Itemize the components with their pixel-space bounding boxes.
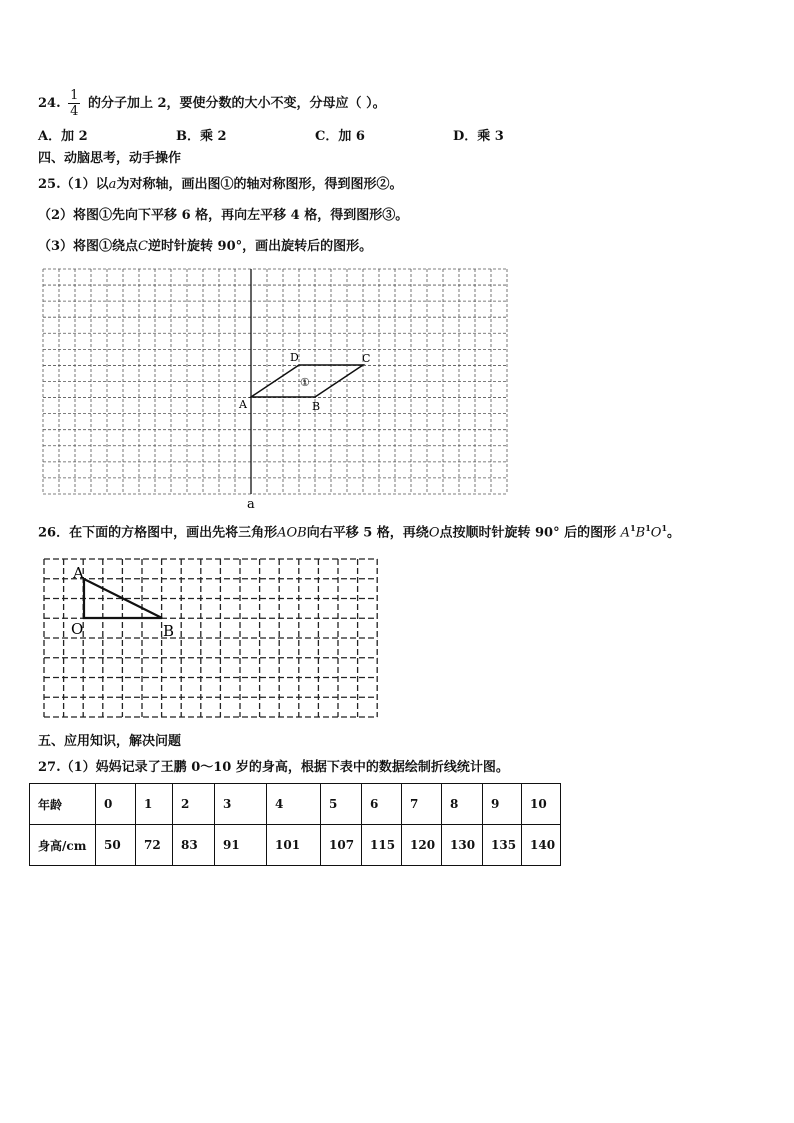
height-cell: 50 xyxy=(96,825,136,866)
age-cell: 3 xyxy=(215,784,267,825)
q26-label-o: O xyxy=(71,620,84,638)
age-cell: 7 xyxy=(402,784,442,825)
q26-var-aob: AOB xyxy=(277,525,307,541)
height-cell: 120 xyxy=(402,825,442,866)
q26-text-pre: 26．在下面的方格图中，画出先将三角形 xyxy=(38,525,278,541)
q26-triangle xyxy=(84,579,162,618)
q25-part2: （2）将图①先向下平移 6 格，再向左平移 4 格，得到图形③。 xyxy=(38,208,409,223)
q25-part1-pre: 25.（1）以 xyxy=(38,177,109,192)
age-cell: 6 xyxy=(362,784,402,825)
q25-axis-var: a xyxy=(108,177,117,192)
q24-option-d[interactable]: D．乘 3 xyxy=(453,129,504,144)
q25-part3-post: 逆时针旋转 90°，画出旋转后的图形。 xyxy=(148,239,373,254)
age-cell: 0 xyxy=(96,784,136,825)
q26-text-mid1: 向右平移 5 格，再绕 xyxy=(306,525,429,541)
q26-text-mid2: 点按顺时针旋转 90° 后的图形 xyxy=(439,525,617,541)
height-cell: 83 xyxy=(173,825,215,866)
q26-sup-a: 1 xyxy=(630,523,636,533)
q24-option-b[interactable]: B．乘 2 xyxy=(176,129,227,144)
height-cell: 135 xyxy=(483,825,522,866)
q24-frac-den: 4 xyxy=(70,104,79,119)
height-cell: 140 xyxy=(522,825,561,866)
q24-option-c[interactable]: C．加 6 xyxy=(315,129,365,144)
q26-label-b: B xyxy=(163,622,175,640)
height-cell: 115 xyxy=(362,825,402,866)
q24-text: 的分子加上 2，要使分数的大小不变，分母应（ ）。 xyxy=(87,96,386,111)
q26-result-o: O xyxy=(650,525,662,541)
age-row-label: 年龄 xyxy=(30,784,96,825)
height-cell: 72 xyxy=(136,825,173,866)
q26-result-a: A xyxy=(620,525,631,541)
q25-label-d: D xyxy=(290,351,299,364)
age-cell: 8 xyxy=(442,784,483,825)
q26-sup-b: 1 xyxy=(645,523,651,533)
height-cell: 91 xyxy=(215,825,267,866)
q25-label-a: A xyxy=(239,398,247,411)
q25-axis-label: a xyxy=(247,497,255,512)
table-row xyxy=(30,825,561,866)
height-cell: 130 xyxy=(442,825,483,866)
age-cell: 1 xyxy=(136,784,173,825)
age-cell: 5 xyxy=(321,784,362,825)
age-cell: 2 xyxy=(173,784,215,825)
age-cell: 9 xyxy=(483,784,522,825)
section5-heading: 五、应用知识，解决问题 xyxy=(38,734,182,749)
q26-end: 。 xyxy=(667,525,681,541)
q26-var-o: O xyxy=(428,525,440,541)
age-cell: 10 xyxy=(522,784,561,825)
table-row xyxy=(30,784,561,825)
q25-label-b: B xyxy=(312,400,321,413)
section4-heading: 四、动脑思考，动手操作 xyxy=(38,151,182,166)
height-row-label: 身高/cm xyxy=(30,825,96,866)
q24-option-a[interactable]: A．加 2 xyxy=(38,129,88,144)
q27-height-table xyxy=(29,783,561,866)
q25-shape-label: ① xyxy=(300,376,310,389)
q27-text: 27.（1）妈妈记录了王鹏 0～10 岁的身高，根据下表中的数据绘制折线统计图。 xyxy=(38,760,509,775)
q26-result-b: B xyxy=(635,525,646,541)
height-cell: 101 xyxy=(267,825,321,866)
q26-sup-o: 1 xyxy=(661,523,668,533)
q26-label-a: A xyxy=(73,564,84,582)
q24-number: 24. xyxy=(38,96,61,111)
q25-point-var: C xyxy=(138,239,148,254)
q26-grid[interactable] xyxy=(44,559,377,717)
height-cell: 107 xyxy=(321,825,362,866)
q25-label-c: C xyxy=(362,352,371,365)
q24-frac-num: 1 xyxy=(70,88,79,103)
age-cell: 4 xyxy=(267,784,321,825)
q25-part1-post: 为对称轴，画出图①的轴对称图形，得到图形②。 xyxy=(116,177,403,192)
q25-part3-pre: （3）将图①绕点 xyxy=(38,239,139,254)
